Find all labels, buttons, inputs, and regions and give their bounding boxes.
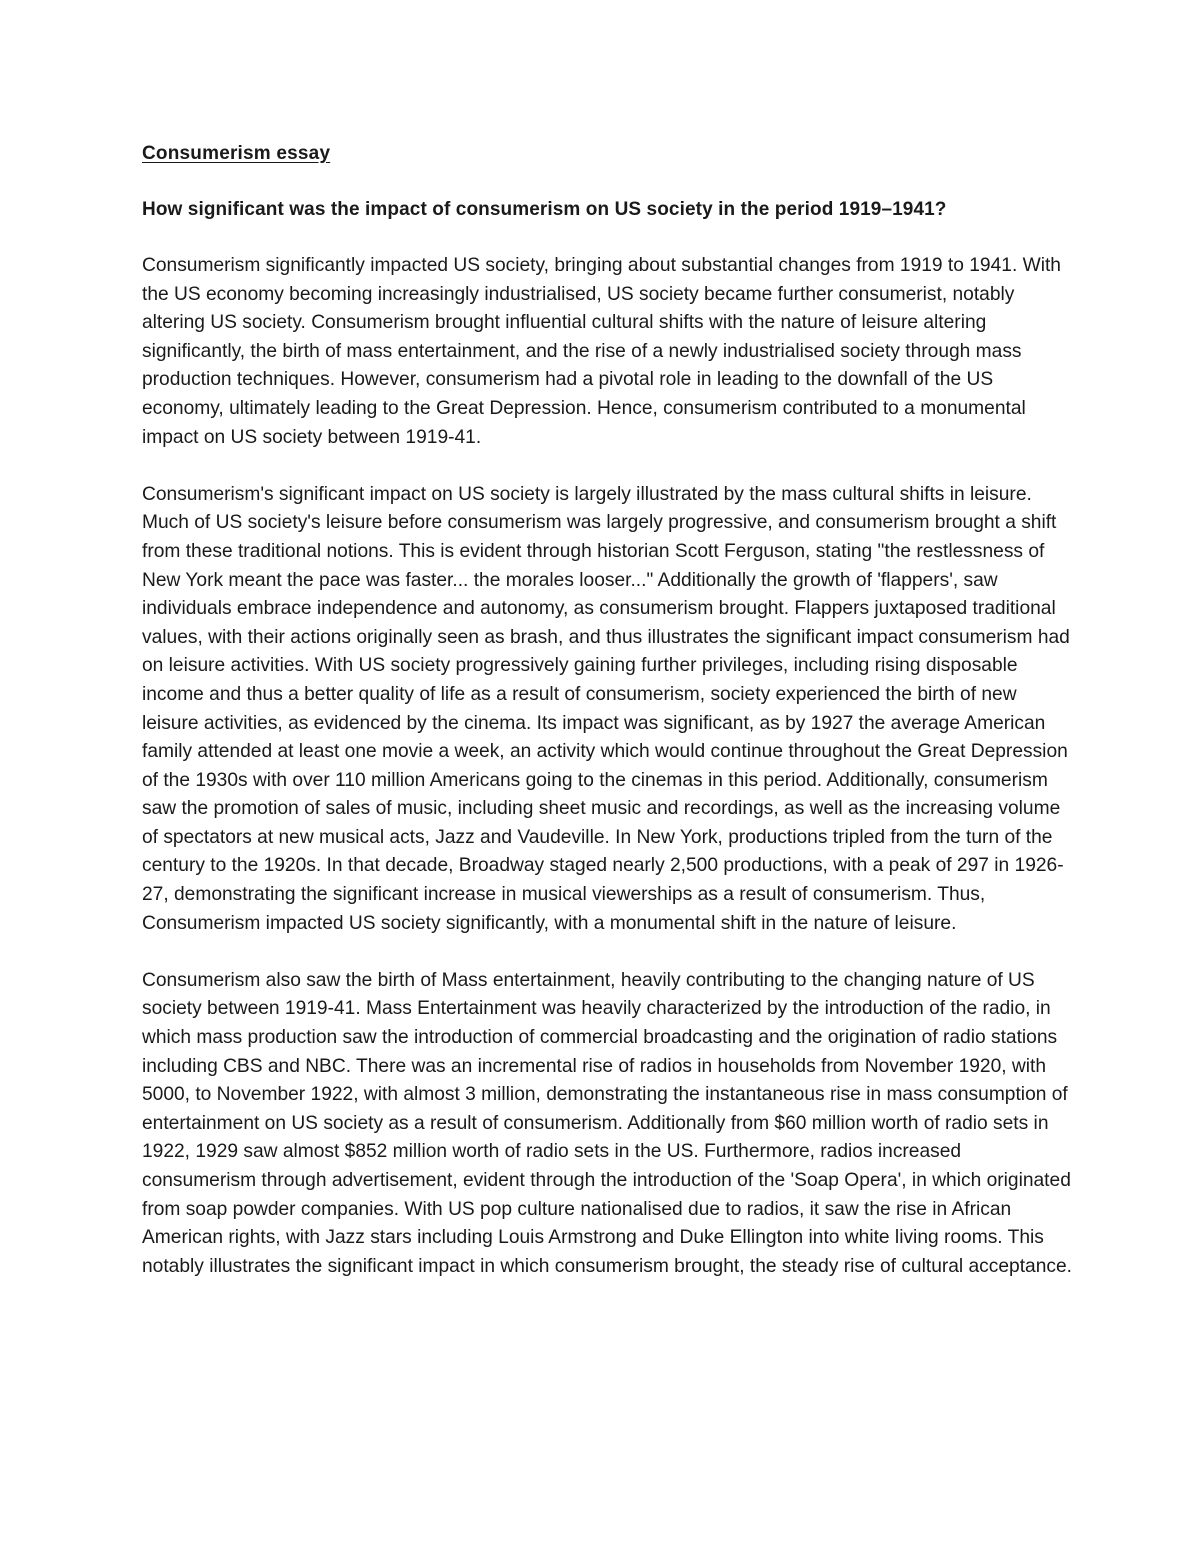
essay-question: How significant was the impact of consumerism on US society in the period 1919–1941? (142, 199, 947, 220)
paragraph-leisure: Consumerism's significant impact on US society is largely illustrated by the mass cultural shifts in leisure. Much of US society's leisure before consumerism was largely progressive, and consumerism brought a shift from these traditional notions. This is evident through historian Scott Ferguson, stating "the restlessness of New York meant the pace was faster... the morales looser..." Additionally the growth of 'flappers', saw individuals embrace independence and autonomy, as consumerism brought. Flappers juxtaposed traditional values, with their actions originally seen as brash, and thus illustrates the significant impact consumerism had on leisure activities. With US society progressively gaining further privileges, including rising disposable income and thus a better quality of life as a result of consumerism, society experienced the birth of new leisure activities, as evidenced by the cinema. Its impact was significant, as by 1927 the average American family attended at least one movie a week, an activity which would continue throughout the Great Depression of the 1930s with over 110 million Americans going to the cinemas in this period. Additionally, consumerism saw the promotion of sales of music, including sheet music and recordings, as well as the increasing volume of spectators at new musical acts, Jazz and Vaudeville. In New York, productions tripled from the turn of the century to the 1920s. In that decade, Broadway staged nearly 2,500 productions, with a peak of 297 in 1926-27, demonstrating the significant increase in musical viewerships as a result of consumerism. Thus, Consumerism impacted US society significantly, with a monumental shift in the nature of leisure. (142, 483, 1070, 934)
document-body (142, 140, 1072, 1310)
document-title: Consumerism essay (142, 143, 331, 164)
paragraph-introduction: Consumerism significantly impacted US society, bringing about substantial changes from 1919 to 1941. With the US economy becoming increasingly industrialised, US society became further consumerist, notably altering US society. Consumerism brought influential cultural shifts with the nature of leisure altering significantly, the birth of mass entertainment, and the rise of a newly industrialised society through mass production techniques. However, consumerism had a pivotal role in leading to the downfall of the US economy, ultimately leading to the Great Depression. Hence, consumerism contributed to a monumental impact on US society between 1919-41. (142, 255, 1061, 448)
paragraph-mass-entertainment: Consumerism also saw the birth of Mass entertainment, heavily contributing to the changing nature of US society between 1919-41. Mass Entertainment was heavily characterized by the introduction of the radio, in which mass production saw the introduction of commercial broadcasting and the origination of radio stations including CBS and NBC. There was an incremental rise of radios in households from November 1920, with 5000, to November 1922, with almost 3 million, demonstrating the instantaneous rise in mass consumption of entertainment on US society as a result of consumerism. Additionally from $60 million worth of radio sets in 1922, 1929 saw almost $852 million worth of radio sets in the US. Furthermore, radios increased consumerism through advertisement, evident through the introduction of the 'Soap Opera', in which originated from soap powder companies. With US pop culture nationalised due to radios, it saw the rise in African American rights, with Jazz stars including Louis Armstrong and Duke Ellington into white living rooms. This notably illustrates the significant impact in which consumerism brought, the steady rise of cultural acceptance. (142, 969, 1072, 1277)
